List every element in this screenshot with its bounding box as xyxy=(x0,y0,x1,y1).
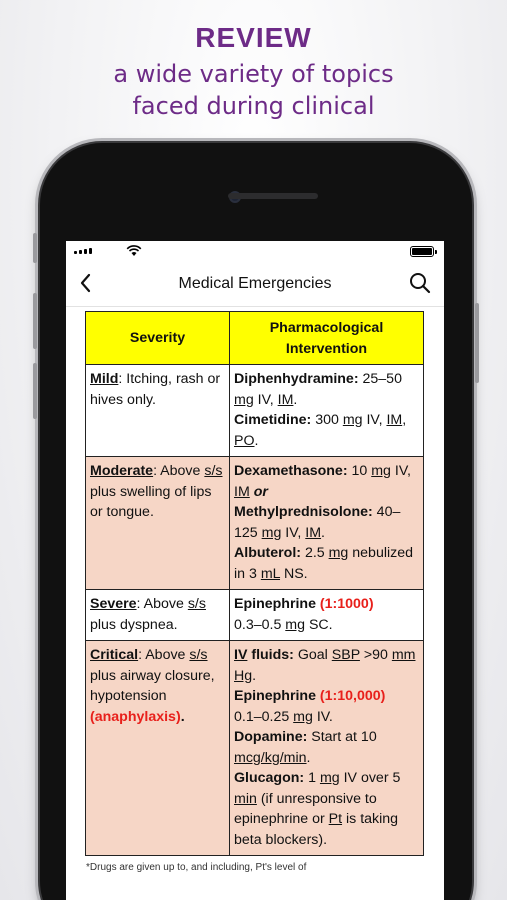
table-footnote: *Drugs are given up to, and including, Pt's level of xyxy=(86,862,307,873)
search-icon[interactable] xyxy=(408,271,432,295)
severity-cell: Severe: Above s/s plus dyspnea. xyxy=(86,590,230,641)
app-screen xyxy=(66,241,444,900)
volume-up-button xyxy=(33,293,37,349)
table-row-critical xyxy=(86,641,424,856)
intervention-cell: IV fluids: Goal SBP >90 mm Hg. Epinephrine (1:10,000) 0.1–0.25 mg IV. Dopamine: Start at 10 mcg/kg/min. Glucagon: 1 mg IV over 5 min (if unresponsive to epinephrine or Pt is taking beta blockers). xyxy=(230,641,424,856)
content-area[interactable] xyxy=(66,307,444,900)
header-severity: Severity xyxy=(86,312,230,365)
severity-cell: Critical: Above s/s plus airway closure, hypotension (anaphylaxis). xyxy=(86,641,230,856)
severity-cell: Moderate: Above s/s plus swelling of lips or tongue. xyxy=(86,457,230,590)
table-row-mild xyxy=(86,365,424,457)
power-button xyxy=(475,303,479,383)
promo-subtitle-line1: a wide variety of topics xyxy=(113,60,394,88)
intervention-table xyxy=(85,311,424,856)
volume-down-button xyxy=(33,363,37,419)
earpiece-speaker xyxy=(228,193,318,199)
promo-subtitle-line2: faced during clinical xyxy=(132,92,375,120)
nav-bar xyxy=(66,261,444,307)
status-bar xyxy=(66,241,444,261)
signal-icon xyxy=(74,248,92,254)
intervention-cell: Diphenhydramine: 25–50 mg IV, IM. Cimetidine: 300 mg IV, IM, PO. xyxy=(230,365,424,457)
severity-cell: Mild: Itching, rash or hives only. xyxy=(86,365,230,457)
table-header-row xyxy=(86,312,424,365)
intervention-cell: Epinephrine (1:1000) 0.3–0.5 mg SC. xyxy=(230,590,424,641)
header-intervention: Pharmacological Intervention xyxy=(230,312,424,365)
table-row-moderate xyxy=(86,457,424,590)
phone-frame xyxy=(40,143,472,900)
battery-icon xyxy=(410,246,434,257)
promo-headline: REVIEW xyxy=(195,22,312,53)
wifi-icon xyxy=(126,245,142,257)
silent-switch xyxy=(33,233,37,263)
intervention-cell: Dexamethasone: 10 mg IV, IM or Methylprednisolone: 40–125 mg IV, IM. Albuterol: 2.5 mg nebulized in 3 mL NS. xyxy=(230,457,424,590)
table-row-severe xyxy=(86,590,424,641)
page-title: Medical Emergencies xyxy=(178,275,332,292)
